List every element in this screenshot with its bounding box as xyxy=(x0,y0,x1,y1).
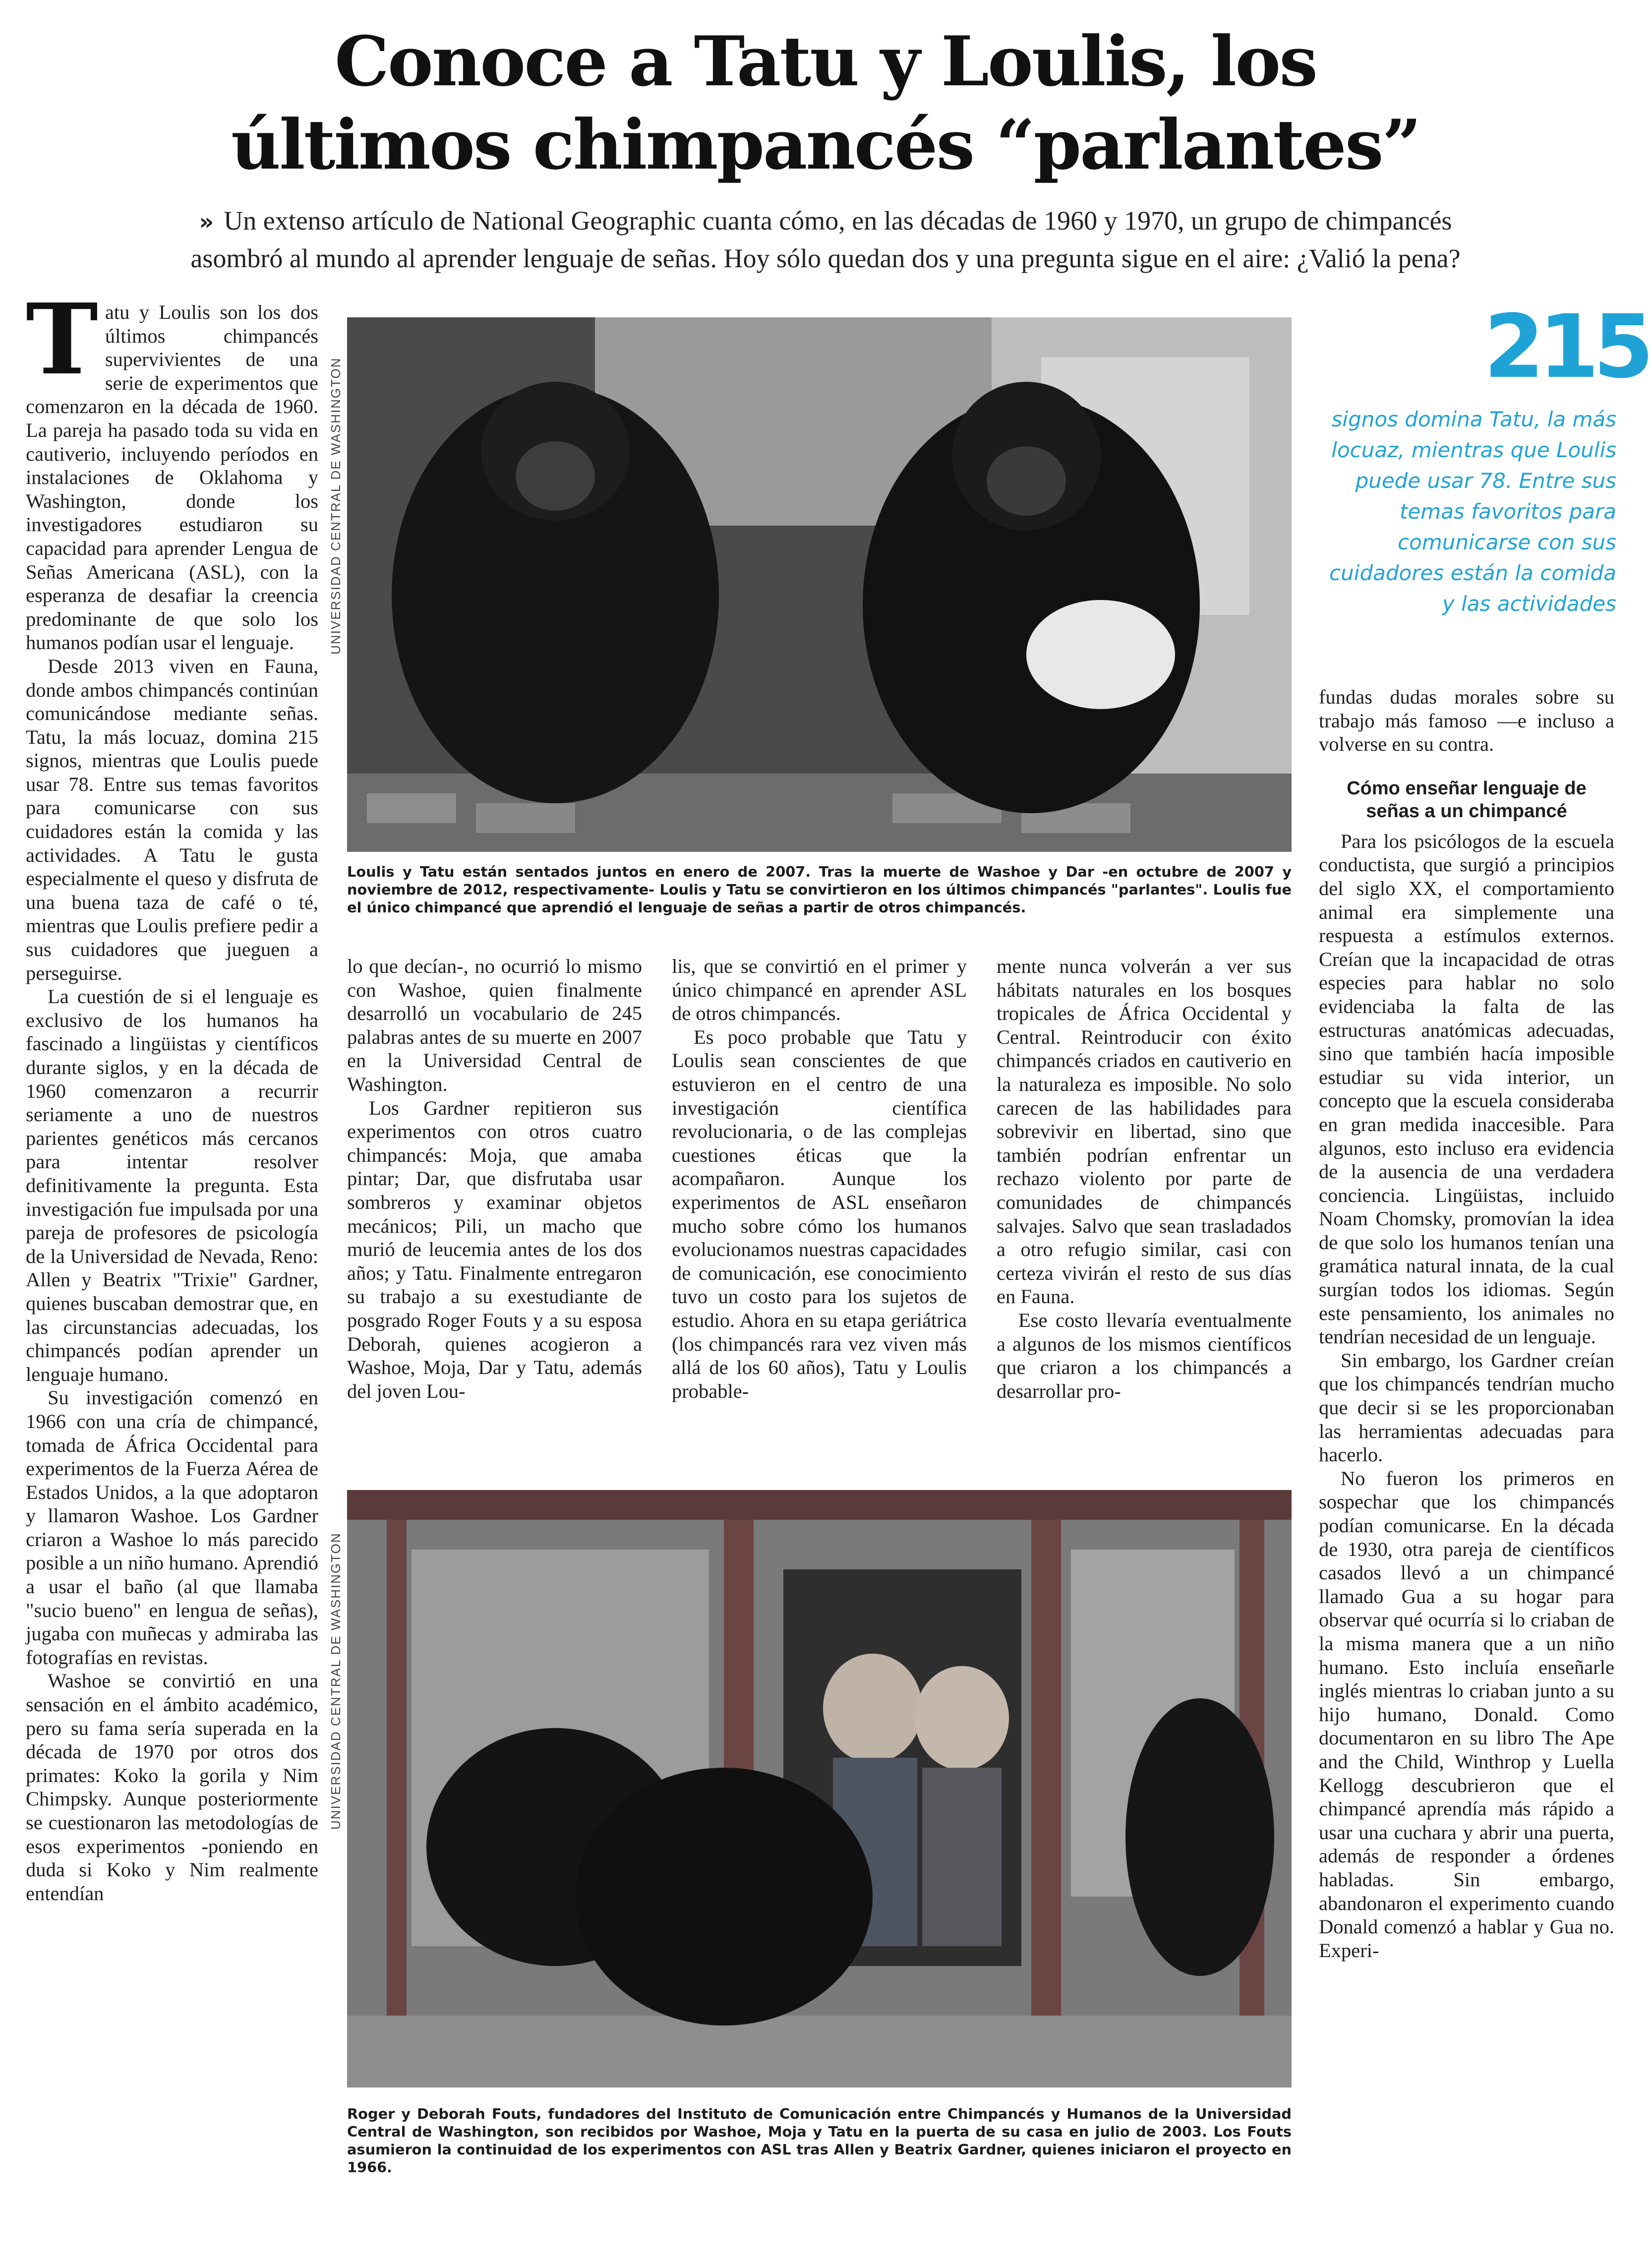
column-5 xyxy=(1319,685,1614,1962)
headline-line-2: últimos chimpancés “parlantes” xyxy=(231,104,1420,185)
col5-paragraph-3: Sin embargo, los Gardner creían que los chimpancés tendrían mucho que decir si se les proporcionaban las herramientas adecuadas para hacerlo. xyxy=(1319,1349,1614,1466)
stat-description: signos domina Tatu, la más locuaz, mientras que Loulis puede usar 78. Entre sus temas favoritos para comunicarse con sus cuidadores están la comida y las actividades xyxy=(1329,407,1616,616)
col3-paragraph-1: lis, que se convirtió en el primer y único chimpancé en aprender ASL de otros chimpancés. xyxy=(672,955,967,1025)
double-chevron-right-icon: » xyxy=(199,208,214,235)
photo2-caption: Roger y Deborah Fouts, fundadores del Instituto de Comunicación entre Chimpancés y Humanos de la Universidad Central de Washington, son recibidos por Washoe, Moja y Tatu en la puerta de su casa en julio de 2003. Los Fouts asumieron la continuidad de los experimentos con ASL tras Allen y Beatrix Gardner, quienes iniciaron el proyecto en 1966. xyxy=(347,2105,1292,2176)
col1-paragraph-5: Washoe se convirtió en una sensación en el ámbito académico, pero su fama sería superada en la década de 1970 por otros dos primates: Koko la gorila y Nim Chimpsky. Aunque posteriormente se cuestionaron las metodologías de esos experimentos -poniendo en duda si Koko y Nim realmente entendían xyxy=(26,1670,318,1905)
col1-paragraph-1: Tatu y Loulis son los dos últimos chimpancés supervivientes de una serie de experimentos que comenzaron en la década de 1960. La pareja ha pasado toda su vida en cautiverio, incluyendo períodos en instalaciones de Oklahoma y Washington, donde los investigadores estudiaron su capacidad para aprender Lengua de Señas Americana (ASL), con la esperanza de desafiar la creencia predominante de que solo los humanos podían usar el lenguaje. xyxy=(26,283,318,654)
deck-line-1: » Un extenso artículo de National Geographic cuanta cómo, en las décadas de 1960 y 1970, un grupo de chimpancés xyxy=(199,206,1452,236)
headline xyxy=(198,20,1453,186)
col1-paragraph-3: La cuestión de si el lenguaje es exclusivo de los humanos ha fascinado a lingüistas y científicos durante siglos, y en la década de 1960 comenzaron a recurrir seriamente a uno de nuestros parientes genéticos más cercanos para intentar resolver definitivamente la pregunta. Esta investigación fue impulsada por una pareja de profesores de psicología de la Universidad de Nevada, Reno: Allen y Beatrix "Trixie" Gardner, quienes buscaban demostrar que, en las circunstancias adecuadas, los chimpancés podían aprender un lenguaje humano. xyxy=(26,985,318,1385)
col1-paragraph-2: Desde 2013 viven en Fauna, donde ambos chimpancés continúan comunicándose mediante señas. Tatu, la más locuaz, domina 215 signos, mientras que Loulis puede usar 78. Entre sus temas favoritos para comunicarse con sus cuidadores están la comida y las actividades. A Tatu le gusta especialmente el queso y disfruta de una buena taza de café o té, mientras que Loulis prefiere pedir a sus cuidadores que jueguen a perseguirse. xyxy=(26,655,318,984)
column-1 xyxy=(26,283,318,1905)
col5-paragraph-4: No fueron los primeros en sospechar que los chimpancés podían comunicarse. En la década de 1930, otra pareja de científicos casados llevó a un chimpancé llamado Gua a su hogar para observar qué ocurría si lo criaban de la misma manera que a un niño humano. Esto incluía enseñarle inglés mientras lo criaban junto a su hijo humano, Donald. Como documentaron en su libro The Ape and the Child, Winthrop y Luella Kellogg descubrieron que el chimpancé aprendía más rápido a usar una cuchara y abrir una puerta, además de responder a órdenes habladas. Sin embargo, abandonaron el experimento cuando Donald comenzó a hablar y Gua no. Experi- xyxy=(1319,1467,1614,1962)
photo2-credit: UNIVERSIDAD CENTRAL DE WASHINGTON xyxy=(328,1532,343,1830)
col1-paragraph-4: Su investigación comenzó en 1966 con una cría de chimpancé, tomada de África Occidental para experimentos de la Fuerza Aérea de Estados Unidos, a la que adoptaron y llamaron Washoe. Los Gardner criaron a Washoe lo más parecido posible a un niño humano. Aprendió a usar el baño (al que llamaba "sucio bueno" en lengua de señas), jugaba con muñecas y admiraba las fotografías en revistas. xyxy=(26,1386,318,1669)
col2-paragraph-1: lo que decían-, no ocurrió lo mismo con Washoe, quien finalmente desarrolló un vocabulario de 245 palabras antes de su muerte en 2007 en la Universidad Central de Washington. xyxy=(347,955,642,1095)
column-2 xyxy=(347,955,642,1403)
fouts-photo-illustration xyxy=(347,1490,1292,2088)
column-3 xyxy=(672,955,967,1403)
column-4 xyxy=(997,955,1292,1403)
deck xyxy=(124,202,1527,277)
col5-paragraph-1: fundas dudas morales sobre su trabajo más famoso —e incluso a volverse en su contra. xyxy=(1319,686,1614,756)
col4-paragraph-2: Ese costo llevaría eventualmente a algunos de los mismos científicos que criaron a los chimpancés a desarrollar pro- xyxy=(997,1309,1292,1402)
section-subhead: Cómo enseñar lenguaje de señas a un chimpancé xyxy=(1347,777,1587,822)
stat-number: 215 xyxy=(1483,296,1648,398)
photo-loulis-tatu xyxy=(347,317,1292,852)
col3-paragraph-2: Es poco probable que Tatu y Loulis sean conscientes de que estuvieron en el centro de una investigación científica revolucionaria, o de las complejas cuestiones éticas que la acompañaron. Aunque los experimentos de ASL enseñaron mucho sobre cómo los humanos evolucionamos nuestras capacidades de comunicación, ese conocimiento tuvo un costo para los sujetos de estudio. Ahora en su etapa geriátrica (los chimpancés rara vez viven más allá de los 60 años), Tatu y Loulis probable- xyxy=(672,1025,967,1402)
photo-fouts-chimpanzees xyxy=(347,1490,1292,2088)
headline-line-1: Conoce a Tatu y Loulis, los xyxy=(334,21,1317,102)
col2-paragraph-2: Los Gardner repitieron sus experimentos con otros cuatro chimpancés: Moja, que amaba pintar; Dar, que disfrutaba usar sombreros y examinar objetos mecánicos; Pili, un macho que murió de leucemia antes de los dos años; y Tatu. Finalmente entregaron su trabajo a su exestudiante de posgrado Roger Fouts y a su esposa Deborah, quienes acogieron a Washoe, Moja, Dar y Tatu, además del joven Lou- xyxy=(347,1096,642,1402)
deck-line-2: asombró al mundo al aprender lenguaje de señas. Hoy sólo quedan dos y una pregunta sigue en el aire: ¿Valió la pena? xyxy=(190,243,1461,273)
col4-paragraph-1: mente nunca volverán a ver sus hábitats naturales en los bosques tropicales de África Occidental y Central. Reintroducir con éxito chimpancés criados en cautiverio en la naturaleza es imposible. No solo carecen de las habilidades para sobrevivir en libertad, sino que también podrían enfrentar un rechazo violento por parte de comunidades de chimpancés salvajes. Salvo que sean trasladados a otro refugio similar, casi con certeza vivirán el resto de sus días en Fauna. xyxy=(997,955,1292,1308)
photo1-caption: Loulis y Tatu están sentados juntos en enero de 2007. Tras la muerte de Washoe y Dar -en octubre de 2007 y noviembre de 2012, respectivamente- Loulis y Tatu se convirtieron en los últimos chimpancés "parlantes". Loulis fue el único chimpancé que aprendió el lenguaje de señas a partir de otros chimpancés. xyxy=(347,863,1292,916)
drop-cap: T xyxy=(26,283,98,397)
photo1-credit: UNIVERSIDAD CENTRAL DE WASHINGTON xyxy=(328,357,343,655)
chimpanzees-photo-illustration xyxy=(347,317,1292,852)
col5-paragraph-2: Para los psicólogos de la escuela conductista, que surgió a principios del siglo XX, el comportamiento animal era simplemente una respuesta a estímulos externos. Creían que la incapacidad de otras especies para hablar no solo evidenciaba la falta de las estructuras anatómicas adecuadas, sino que también hacía imposible estudiar su vida interior, un concepto que la escuela consideraba en gran medida inaccesible. Para algunos, esto incluso era evidencia de la ausencia de una verdadera conciencia. Lingüistas, incluido Noam Chomsky, promovían la idea de que solo los humanos tenían una gramática natural innata, de la cual surgían todos los idiomas. Según este pensamiento, los animales no tendrían necesidad de un lenguaje. xyxy=(1319,830,1614,1348)
